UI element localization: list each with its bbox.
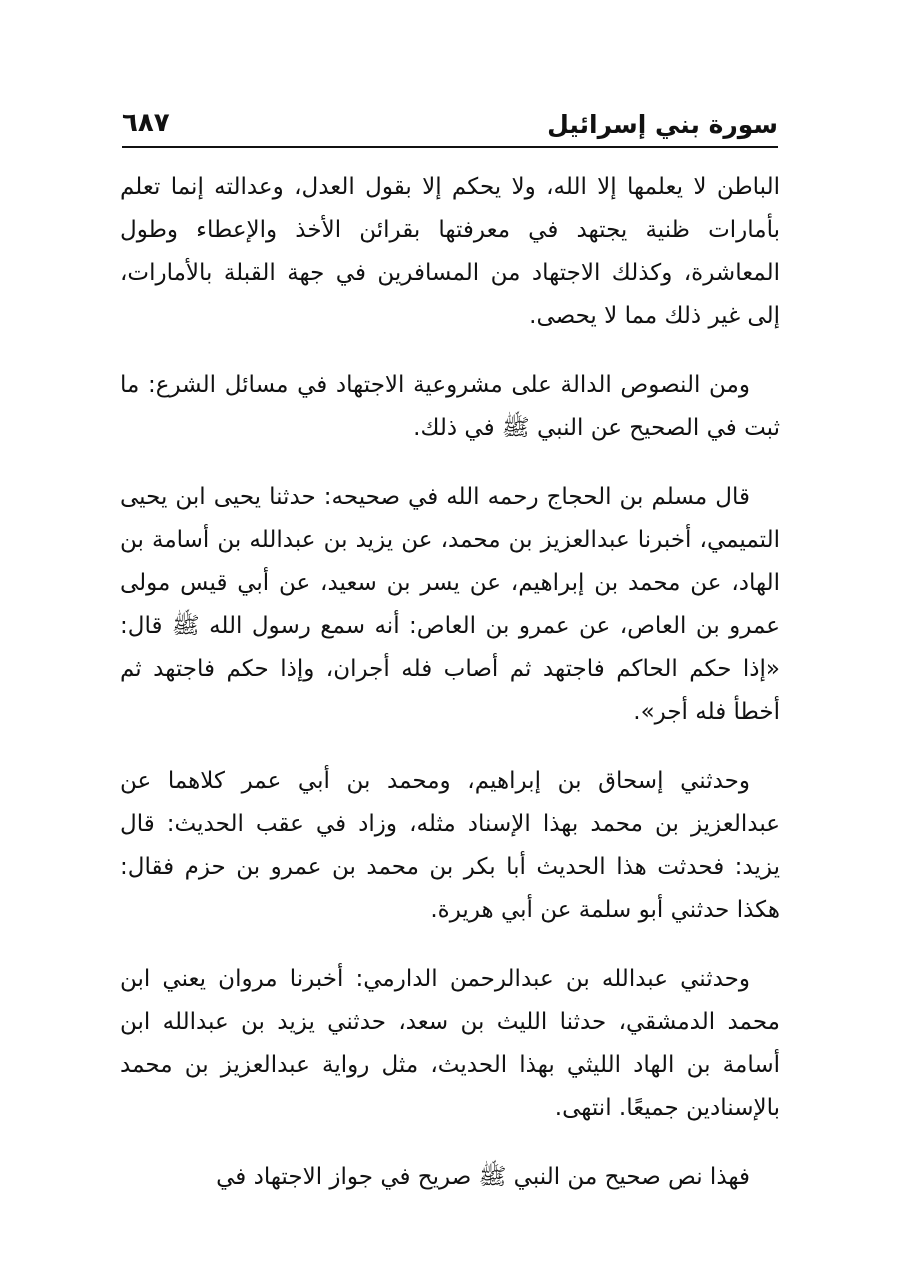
surah-title: سورة بني إسرائيل: [547, 110, 778, 139]
paragraph-texts-on-ijtihad: ومن النصوص الدالة على مشروعية الاجتهاد في مسائل الشرع: ما ثبت في الصحيح عن النبي ﷺ في ذلك.: [120, 372, 780, 441]
paragraph-conclusion: فهذا نص صحيح من النبي ﷺ صريح في جواز الاجتهاد في: [216, 1164, 750, 1190]
running-header: [122, 104, 778, 148]
paragraph-second-chain: وحدثني إسحاق بن إبراهيم، ومحمد بن أبي عمر كلاهما عن عبدالعزيز بن محمد بهذا الإسناد مثله، وزاد في عقب الحديث: قال يزيد: فحدثت هذا الحديث أبا بكر بن محمد بن عمرو بن حزم فقال: هكذا حدثني أبو سلمة عن أبي هريرة.: [120, 768, 780, 923]
paragraph-continuation: الباطن لا يعلمها إلا الله، ولا يحكم إلا بقول العدل، وعدالته إنما تعلم بأمارات ظنية يجتهد في معرفتها بقرائن الأخذ والإعطاء وطول المعاشرة، وكذلك الاجتهاد من المسافرين في جهة القبلة بالأمارات، إلى غير ذلك مما لا يحصى.: [120, 174, 780, 329]
paragraph-third-chain: وحدثني عبدالله بن عبدالرحمن الدارمي: أخبرنا مروان يعني ابن محمد الدمشقي، حدثنا الليث بن سعد، حدثني يزيد بن عبدالله ابن أسامة بن الهاد الليثي بهذا الحديث، مثل رواية عبدالعزيز بن محمد بالإسنادين جميعًا. انتهى.: [120, 966, 780, 1121]
page-number: ٦٨٧: [122, 108, 170, 138]
body-text: [120, 166, 780, 1225]
paragraph-muslim-hadith: قال مسلم بن الحجاج رحمه الله في صحيحه: حدثنا يحيى ابن يحيى التميمي، أخبرنا عبدالعزيز بن محمد، عن يزيد بن عبدالله بن أسامة بن الهاد، عن محمد بن إبراهيم، عن يسر بن سعيد، عن أبي قيس مولى عمرو بن العاص، عن عمرو بن العاص: أنه سمع رسول الله ﷺ قال: «إذا حكم الحاكم فاجتهد ثم أصاب فله أجران، وإذا حكم فاجتهد ثم أخطأ فله أجر».: [120, 484, 780, 725]
